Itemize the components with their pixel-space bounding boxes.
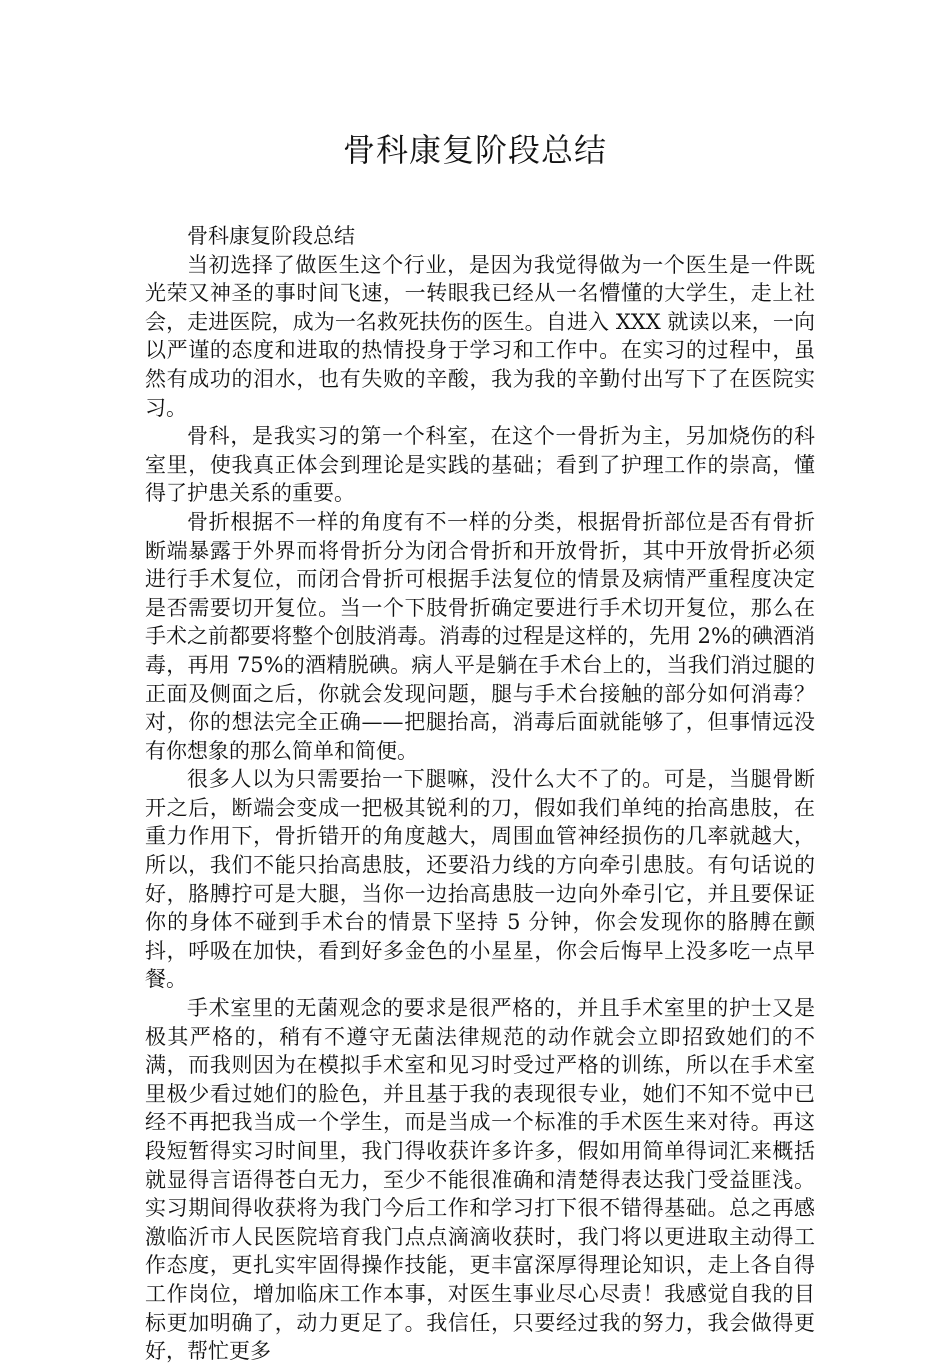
paragraph: 骨科，是我实习的第一个科室，在这个一骨折为主，另加烧伤的科室里，使我真正体会到理论是实践的基础；看到了护理工作的崇高，懂得了护患关系的重要。: [145, 424, 815, 506]
document-title: 骨科康复阶段总结: [342, 131, 607, 169]
document-body: [145, 222, 815, 1366]
paragraph: 很多人以为只需要抬一下腿嘛，没什么大不了的。可是，当腿骨断开之后，断端会变成一把极其锐利的刀，假如我们单纯的抬高患肢，在重力作用下，骨折错开的角度越大，周围血管神经损伤的几率就越大，所以，我们不能只抬高患肢，还要沿力线的方向牵引患肢。有句话说的好，胳膊拧可是大腿，当你一边抬高患肢一边向外牵引它，并且要保证你的身体不碰到手术台的情景下坚持 5 分钟，你会发现你的胳膊在颤抖，呼吸在加快，看到好多金色的小星星，你会后悔早上没多吃一点早餐。: [145, 767, 815, 992]
paragraph: 骨折根据不一样的角度有不一样的分类，根据骨折部位是否有骨折断端暴露于外界而将骨折分为闭合骨折和开放骨折，其中开放骨折必须进行手术复位，而闭合骨折可根据手法复位的情景及病情严重程度决定是否需要切开复位。当一个下肢骨折确定要进行手术切开复位，那么在手术之前都要将整个创肢消毒。消毒的过程是这样的，先用 2%的碘酒消毒，再用 75%的酒精脱碘。病人平是躺在手术台上的，当我们消过腿的正面及侧面之后，你就会发现问题，腿与手术台接触的部分如何消毒？对，你的想法完全正确——把腿抬高，消毒后面就能够了，但事情远没有你想象的那么简单和简便。: [145, 509, 815, 763]
paragraph-heading: 骨科康复阶段总结: [187, 224, 355, 248]
paragraph: 当初选择了做医生这个行业，是因为我觉得做为一个医生是一件既光荣又神圣的事时间飞速，一转眼我已经从一名懵懂的大学生，走上社会，走进医院，成为一名救死扶伤的医生。自进入 XXX 就读以来，一向以严谨的态度和进取的热情投身于学习和工作中。在实习的过程中，虽然有成功的泪水，也有失败的辛酸，我为我的辛勤付出写下了在医院实习。: [145, 252, 815, 420]
paragraph: 手术室里的无菌观念的要求是很严格的，并且手术室里的护士又是极其严格的，稍有不遵守无菌法律规范的动作就会立即招致她们的不满，而我则因为在模拟手术室和见习时受过严格的训练，所以在手术室里极少看过她们的脸色，并且基于我的表现很专业，她们不知不觉中已经不再把我当成一个学生，而是当成一个标准的手术医生来对待。再这段短暂得实习时间里，我门得收获许多许多，假如用简单得词汇来概括就显得言语得苍白无力，至少不能很准确和清楚得表达我门受益匪浅。实习期间得收获将为我门今后工作和学习打下很不错得基础。总之再感激临沂市人民医院培育我门点点滴滴收获时，我门将以更进取主动得工作态度，更扎实牢固得操作技能，更丰富深厚得理论知识，走上各自得工作岗位，增加临床工作本事，对医生事业尽心尽责！我感觉自我的目标更加明确了，动力更足了。我信任，只要经过我的努力，我会做得更好，帮忙更多: [145, 996, 815, 1364]
